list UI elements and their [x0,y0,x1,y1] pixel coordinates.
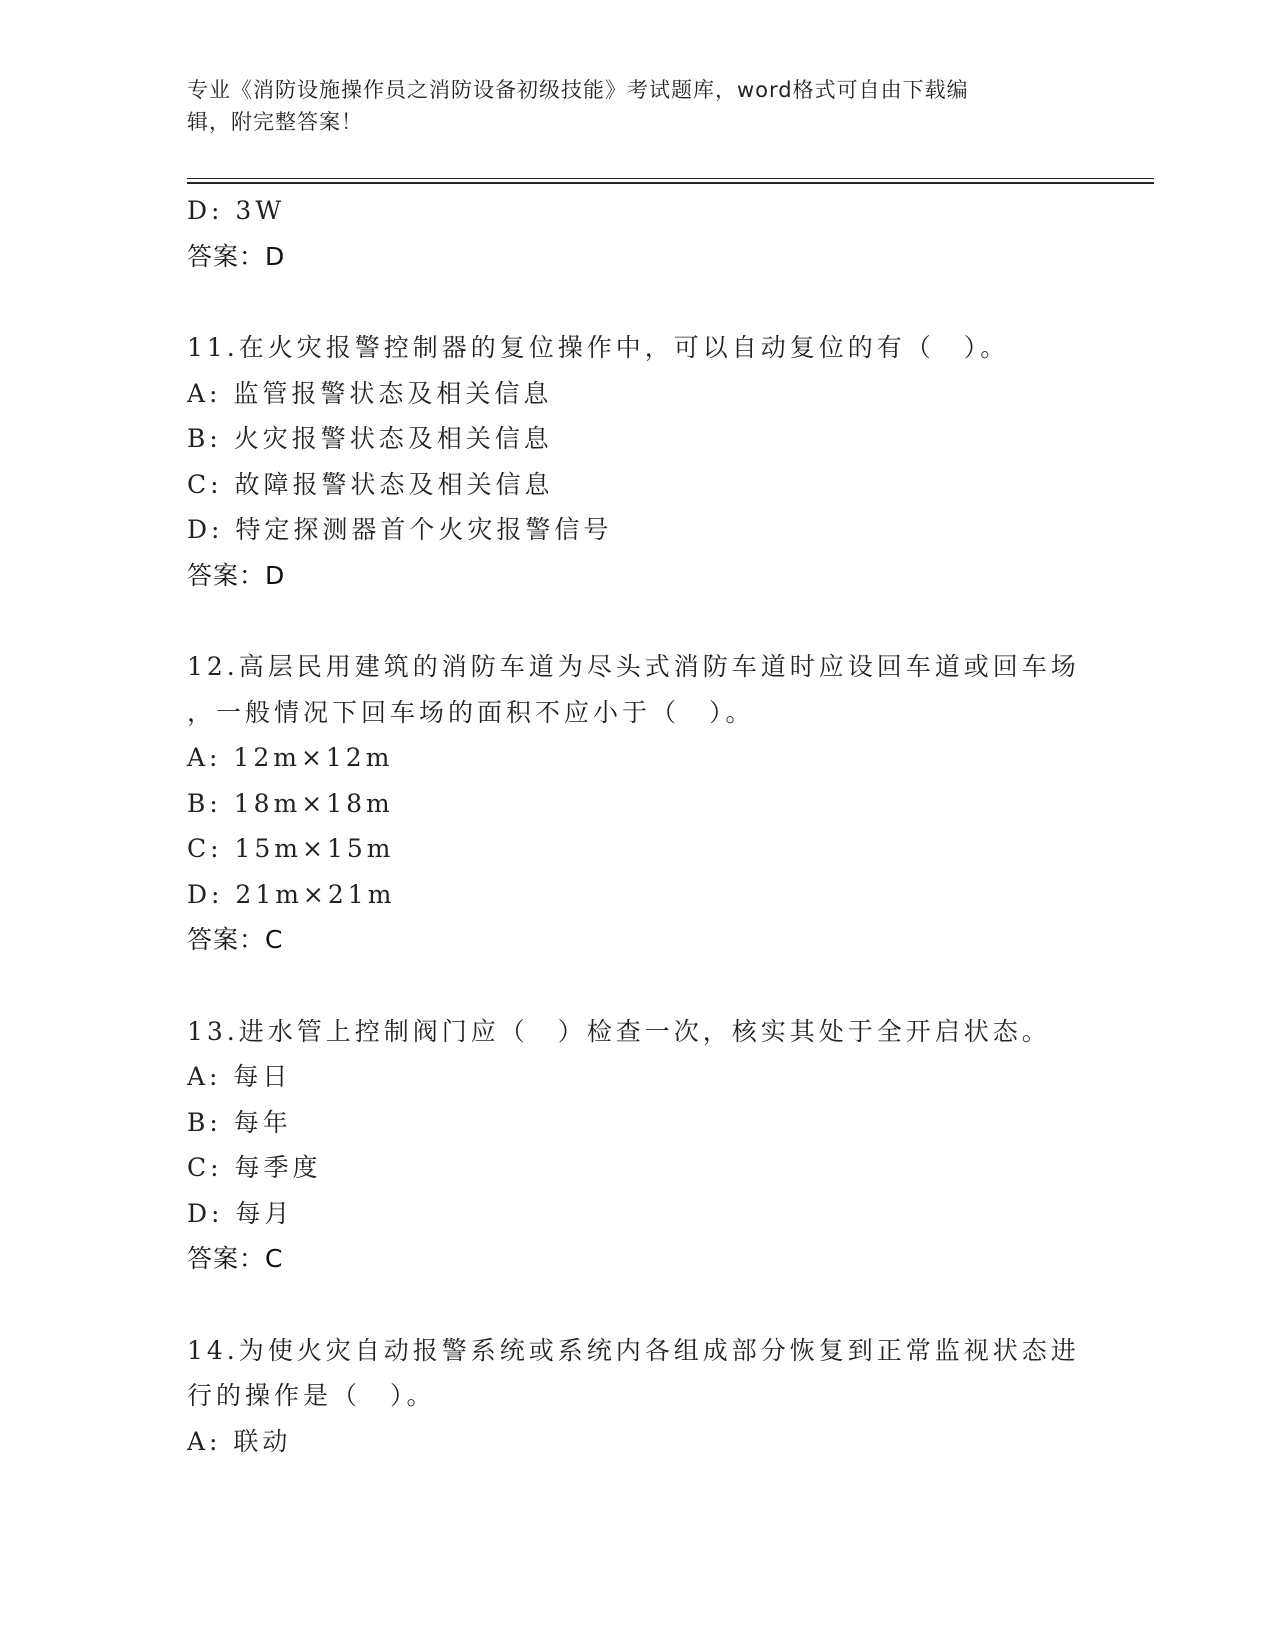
header-rule-thin [187,178,1154,179]
option-a: A: 联动 [187,1426,292,1456]
option-a: A: 12m×12m [187,743,394,772]
header-line-1: 专业《消防设施操作员之消防设备初级技能》考试题库，word格式可自由下载编 [187,78,969,102]
spacer [187,963,1087,1009]
header-line-2: 辑，附完整答案！ [187,110,363,134]
header-rule-thick [187,182,1154,184]
option-c: C: 15m×15m [187,834,395,863]
option-c: C: 故障报警状态及相关信息 [187,469,554,499]
question-stem-line-1: 12.高层民用建筑的消防车道为尽头式消防车道时应设回车道或回车场 [187,652,1080,681]
question-12 [187,644,1087,963]
question-13 [187,1009,1087,1282]
option-c: C: 每季度 [187,1153,322,1182]
question-list [187,188,1087,1464]
option-a: A: 每日 [187,1062,292,1091]
question-stem: 11.在火灾报警控制器的复位操作中，可以自动复位的有（ ）。 [187,333,1010,362]
answer: 答案：D [187,560,286,590]
prev-option-d: D: 3W [187,196,286,225]
question-stem: 13.进水管上控制阀门应（ ）检查一次，核实其处于全开启状态。 [187,1016,1051,1046]
option-b: B: 火灾报警状态及相关信息 [187,424,553,453]
prev-answer: 答案：D [187,241,286,271]
answer: 答案：C [187,925,284,954]
document-header [187,74,1067,138]
answer: 答案：C [187,1244,284,1273]
option-d: D: 特定探测器首个火灾报警信号 [187,515,613,544]
option-d: D: 每月 [187,1198,294,1228]
option-b: B: 每年 [187,1107,292,1137]
spacer [187,279,1087,325]
spacer [187,1282,1087,1328]
question-11 [187,325,1087,598]
option-d: D: 21m×21m [187,879,396,909]
spacer [187,598,1087,644]
question-stem-line-2: ，一般情况下回车场的面积不应小于（ ）。 [187,697,755,727]
question-stem-line-2: 行的操作是（ ）。 [187,1381,436,1410]
option-a: A: 监管报警状态及相关信息 [187,378,553,408]
option-b: B: 18m×18m [187,788,394,818]
question-stem-line-1: 14.为使火灾自动报警系统或系统内各组成部分恢复到正常监视状态进 [187,1335,1080,1365]
question-14 [187,1328,1087,1465]
